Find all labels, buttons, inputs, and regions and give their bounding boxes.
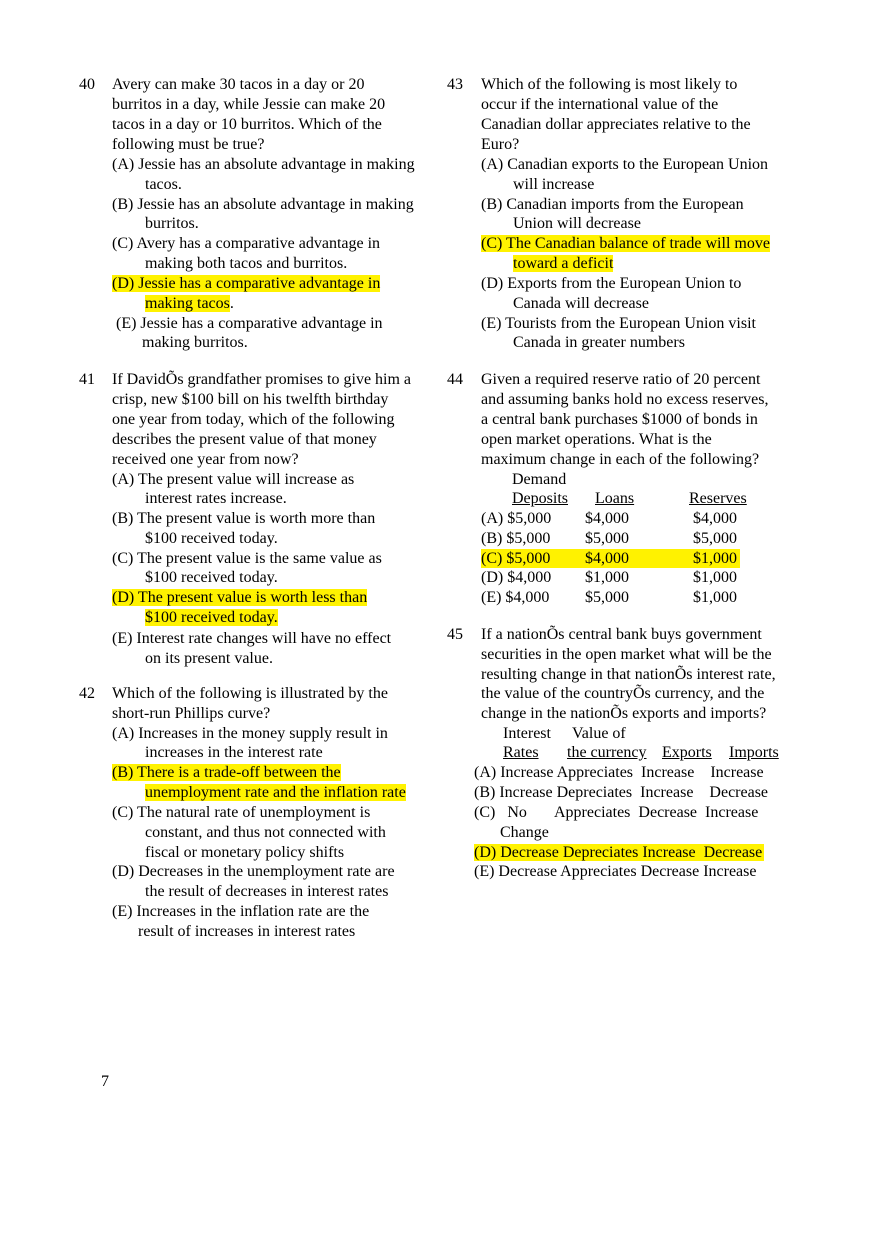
answer-option-c: (C) Avery has a comparative advantage in [112, 235, 381, 252]
table-cell: $4,000 [693, 510, 737, 527]
answer-option-d: the result of decreases in interest rates [145, 883, 389, 900]
table-row: (B) $5,000 [481, 530, 551, 547]
question-number: 44 [447, 371, 463, 388]
table-cell: $1,000 [585, 569, 629, 586]
table-header: Interest [503, 725, 551, 742]
question-stem: tacos in a day or 10 burritos. Which of the [112, 116, 382, 133]
table-cell: $4,000 [585, 550, 629, 567]
answer-option-c: making both tacos and burritos. [145, 255, 348, 272]
answer-option-c: (C) The present value is the same value as [112, 550, 382, 567]
question-stem: one year from today, which of the following [112, 411, 395, 428]
question-stem: If DavidÕs grandfather promises to give him a [112, 371, 412, 388]
question-stem: a central bank purchases $1000 of bonds in [481, 411, 758, 428]
question-stem: Euro? [481, 136, 520, 153]
answer-option-e: (E) Increases in the inflation rate are the [112, 903, 370, 920]
table-row: (A) Increase Appreciates Increase Increase [474, 764, 764, 781]
question-stem: change in the nationÕs exports and imports? [481, 705, 767, 722]
answer-option-e: making burritos. [142, 334, 248, 351]
answer-option-e: result of increases in interest rates [138, 923, 356, 940]
answer-option-a: interest rates increase. [145, 490, 287, 507]
table-header: Reserves [689, 490, 747, 507]
table-cell: $1,000 [693, 550, 737, 567]
table-cell: $5,000 [693, 530, 737, 547]
answer-option-e: on its present value. [145, 650, 273, 667]
table-header: the currency [567, 744, 647, 761]
table-row: (D) $4,000 [481, 569, 552, 586]
answer-option-a: increases in the interest rate [145, 744, 323, 761]
answer-option-c-correct: toward a deficit [513, 255, 614, 272]
answer-option-d-correct: making tacos. [145, 295, 234, 312]
answer-option-a: (A) Increases in the money supply result in [112, 725, 388, 742]
answer-option-a: (A) Jessie has an absolute advantage in making [112, 156, 415, 173]
question-stem: Which of the following is illustrated by the [112, 685, 388, 702]
answer-option-c: constant, and thus not connected with [145, 824, 386, 841]
table-row-correct: (D) Decrease Depreciates Increase Decrease [474, 844, 763, 861]
answer-option-b-correct: (B) There is a trade-off between the [112, 764, 341, 781]
question-stem: following must be true? [112, 136, 265, 153]
question-stem: Canadian dollar appreciates relative to the [481, 116, 751, 133]
table-header: Rates [503, 744, 539, 761]
answer-option-c: fiscal or monetary policy shifts [145, 844, 345, 861]
answer-option-d-correct: (D) Jessie has a comparative advantage in [112, 275, 381, 292]
answer-option-e: (E) Tourists from the European Union visit [481, 315, 756, 332]
table-cell: $1,000 [693, 569, 737, 586]
question-stem: maximum change in each of the following? [481, 451, 760, 468]
question-number: 45 [447, 626, 463, 643]
answer-option-a: will increase [513, 176, 595, 193]
table-cell: $1,000 [693, 589, 737, 606]
table-cell: $5,000 [585, 589, 629, 606]
table-row: (A) $5,000 [481, 510, 552, 527]
question-stem: burritos in a day, while Jessie can make 20 [112, 96, 386, 113]
table-header: Exports [662, 744, 712, 761]
question-stem: If a nationÕs central bank buys government [481, 626, 762, 643]
question-stem: received one year from now? [112, 451, 299, 468]
answer-option-d: Canada will decrease [513, 295, 649, 312]
answer-option-d: (D) Decreases in the unemployment rate are [112, 863, 395, 880]
table-row: (E) $4,000 [481, 589, 550, 606]
answer-option-b: (B) The present value is worth more than [112, 510, 376, 527]
table-row: (C) No Appreciates Decrease Increase [474, 804, 759, 821]
answer-option-a: tacos. [145, 176, 182, 193]
question-number: 41 [79, 371, 95, 388]
table-row-correct: (C) $5,000 [481, 550, 551, 567]
answer-option-e: (E) Jessie has a comparative advantage in [116, 315, 383, 332]
question-stem: Which of the following is most likely to [481, 76, 738, 93]
table-cell: $4,000 [585, 510, 629, 527]
answer-option-c-correct: (C) The Canadian balance of trade will move [481, 235, 770, 252]
table-header: Demand [512, 471, 567, 488]
answer-option-d: (D) Exports from the European Union to [481, 275, 742, 292]
answer-option-b: Union will decrease [513, 215, 641, 232]
table-header: Deposits [512, 490, 568, 507]
question-stem: and assuming banks hold no excess reserves, [481, 391, 769, 408]
question-stem: the value of the countryÕs currency, and the [481, 685, 765, 702]
answer-option-c: (C) The natural rate of unemployment is [112, 804, 371, 821]
answer-option-b: (B) Jessie has an absolute advantage in making [112, 196, 414, 213]
question-stem: short-run Phillips curve? [112, 705, 271, 722]
page-number: 7 [101, 1073, 109, 1090]
question-number: 42 [79, 685, 95, 702]
table-row: Change [500, 824, 549, 841]
question-stem: open market operations. What is the [481, 431, 712, 448]
question-stem: describes the present value of that money [112, 431, 377, 448]
question-stem: securities in the open market what will be the [481, 646, 772, 663]
answer-option-d-correct: (D) The present value is worth less than [112, 589, 368, 606]
question-stem: occur if the international value of the [481, 96, 719, 113]
table-header: Loans [595, 490, 635, 507]
question-stem: crisp, new $100 bill on his twelfth birthday [112, 391, 389, 408]
question-stem: resulting change in that nationÕs interest rate, [481, 666, 776, 683]
table-row: (E) Decrease Appreciates Decrease Increase [474, 863, 757, 880]
answer-option-a: (A) Canadian exports to the European Union [481, 156, 769, 173]
table-row: (B) Increase Depreciates Increase Decrease [474, 784, 769, 801]
answer-option-c: $100 received today. [145, 569, 278, 586]
answer-option-a: (A) The present value will increase as [112, 471, 355, 488]
answer-option-b-correct: unemployment rate and the inflation rate [145, 784, 406, 801]
question-number: 43 [447, 76, 463, 93]
question-number: 40 [79, 76, 95, 93]
table-header: Value of [572, 725, 626, 742]
answer-option-e: Canada in greater numbers [513, 334, 685, 351]
answer-option-e: (E) Interest rate changes will have no effect [112, 630, 392, 647]
answer-option-b: $100 received today. [145, 530, 278, 547]
table-header: Imports [729, 744, 779, 761]
table-cell: $5,000 [585, 530, 629, 547]
answer-option-b: (B) Canadian imports from the European [481, 196, 744, 213]
answer-option-b: burritos. [145, 215, 199, 232]
question-stem: Avery can make 30 tacos in a day or 20 [112, 76, 365, 93]
question-stem: Given a required reserve ratio of 20 percent [481, 371, 761, 388]
answer-option-d-correct: $100 received today. [145, 609, 278, 626]
